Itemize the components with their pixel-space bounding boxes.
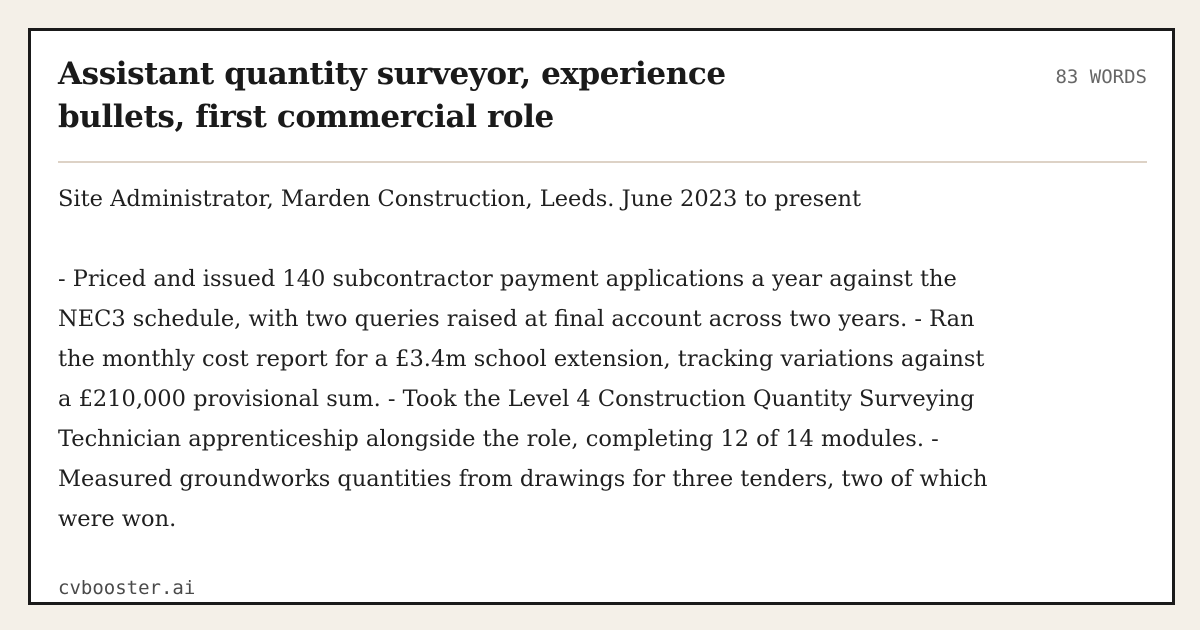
card-header: [58, 53, 1147, 163]
cv-snippet-card: [28, 28, 1175, 605]
header-divider: [58, 161, 1147, 163]
footer-brand: cvbooster.ai: [58, 577, 196, 599]
experience-bullets: - Priced and issued 140 subcontractor payment applications a year against the NEC3 schedule, with two queries raised at final account across two years. - Ran the monthly cost report for a £3.4m school extension, tracking variations against a £210,000 provisional sum. - Took the Level 4 Construction Quantity Surveying Technician apprenticeship alongside the role, completing 12 of 14 modules. - Measured groundworks quantities from drawings for three tenders, two of which were won.: [58, 266, 988, 532]
word-count-label: 83 WORDS: [1055, 66, 1147, 88]
role-line: Site Administrator, Marden Construction, Leeds. June 2023 to present: [58, 186, 862, 212]
card-title: Assistant quantity surveyor, experience bullets, first commercial role: [58, 56, 726, 135]
card-body: [58, 179, 998, 539]
